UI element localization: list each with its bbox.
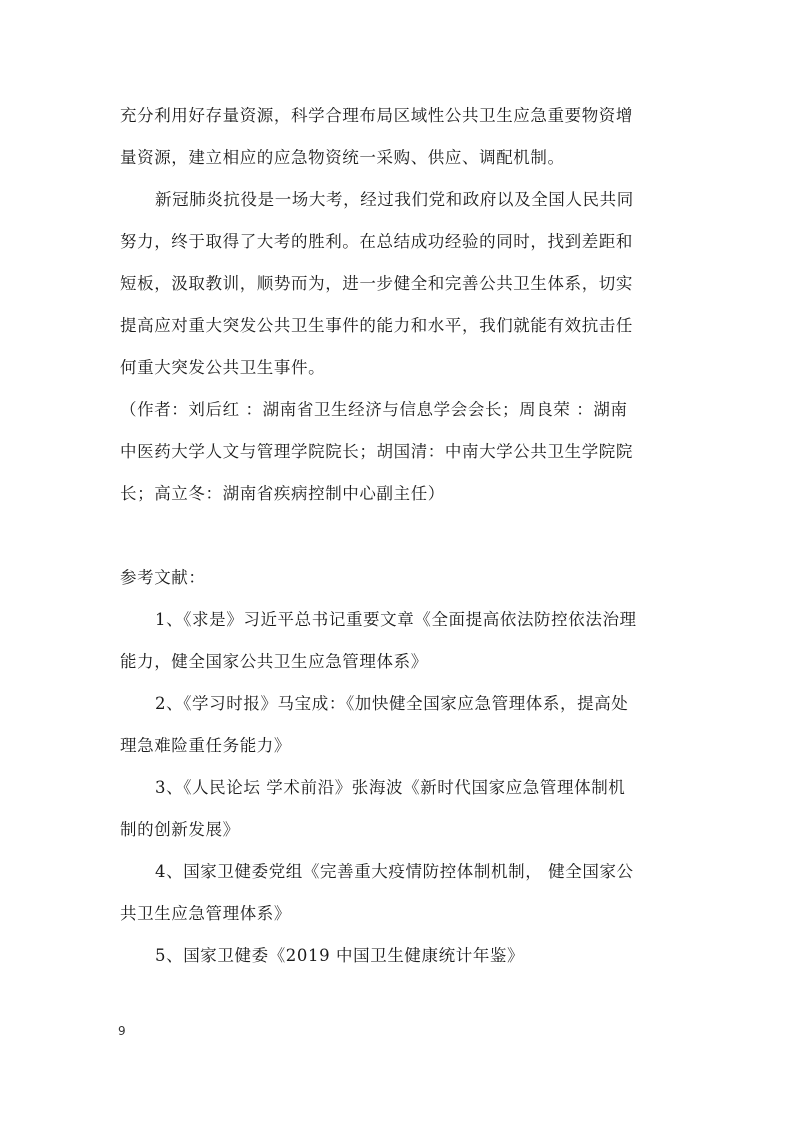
- authors-line-2: 中医药大学人文与管理学院院长；胡国清：中南大学公共卫生学院院: [120, 442, 633, 461]
- paragraph-2-line-3: 短板，汲取教训，顺势而为，进一步健全和完善公共卫生体系，切实: [120, 274, 633, 293]
- authors-line-1: （作者：刘后红 ：湖南省卫生经济与信息学会会长；周良荣 ：湖南: [120, 400, 628, 419]
- paragraph-1-line-1: 充分利用好存量资源，科学合理布局区域性公共卫生应急重要物资增: [120, 106, 633, 125]
- reference-2-line-1: 2、《学习时报》马宝成：《加快健全国家应急管理体系，提高处: [155, 694, 629, 713]
- page-number: 9: [118, 1024, 126, 1038]
- reference-5-line-1: 5、国家卫健委《2019 中国卫生健康统计年鉴》: [155, 946, 525, 965]
- reference-3-line-1: 3、《人民论坛 学术前沿》张海波《新时代国家应急管理体制机: [155, 778, 626, 797]
- paragraph-1-line-2: 量资源，建立相应的应急物资统一采购、供应、调配机制。: [120, 148, 565, 167]
- reference-2-line-2: 理急难险重任务能力》: [120, 736, 291, 755]
- reference-1-line-2: 能力，健全国家公共卫生应急管理体系》: [120, 652, 428, 671]
- references-heading: 参考文献：: [120, 568, 206, 587]
- reference-1-line-1: 1、《求是》习近平总书记重要文章《全面提高依法防控依法治理: [155, 610, 637, 629]
- reference-3-line-2: 制的创新发展》: [120, 820, 240, 839]
- reference-4-line-1: 4、国家卫健委党组《完善重大疫情防控体制机制， 健全国家公: [155, 862, 634, 881]
- authors-line-3: 长；高立冬：湖南省疾病控制中心副主任）: [120, 484, 445, 503]
- reference-4-line-2: 共卫生应急管理体系》: [120, 904, 291, 923]
- paragraph-2-line-5: 何重大突发公共卫生事件。: [120, 358, 326, 377]
- paragraph-2-line-4: 提高应对重大突发公共卫生事件的能力和水平，我们就能有效抗击任: [120, 316, 633, 335]
- paragraph-2-line-2: 努力，终于取得了大考的胜利。在总结成功经验的同时，找到差距和: [120, 232, 633, 251]
- paragraph-2-line-1: 新冠肺炎抗役是一场大考，经过我们党和政府以及全国人民共同: [155, 190, 634, 209]
